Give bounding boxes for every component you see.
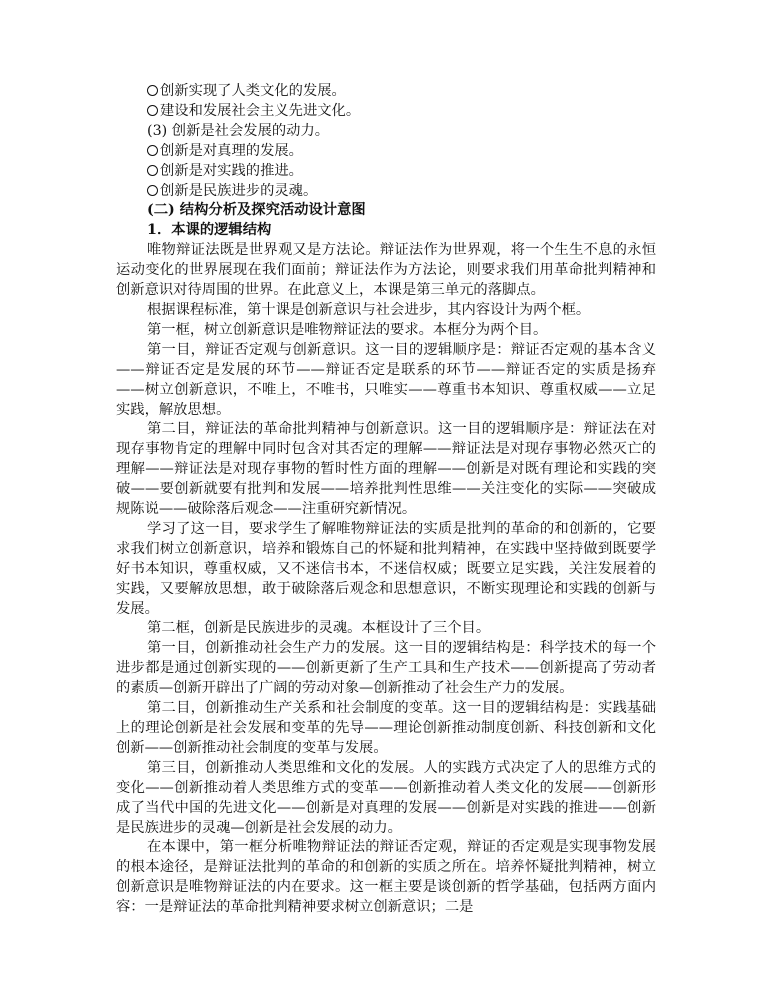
subheading: 1．本课的逻辑结构 [147, 222, 272, 239]
bullet-item: 创新是对真理的发展。 [116, 142, 656, 162]
paragraph: 唯物辩证法既是世界观又是方法论。辩证法作为世界观，将一个生生不息的永恒运动变化的世界展现在我们面前；辩证法作为方法论，则要求我们用革命批判精神和创新意识对待周围的世界。在此意义上，本课是第三单元的落脚点。 [116, 242, 656, 299]
paragraph: 第二框，创新是民族进步的灵魂。本框设计了三个目。 [147, 620, 491, 637]
circle-bullet-icon [147, 105, 158, 116]
bullet-item: 创新实现了人类文化的发展。 [116, 82, 656, 102]
circle-bullet-icon [147, 85, 158, 96]
paragraph: 第一目，辩证否定观与创新意识。这一目的逻辑顺序是：辩证否定观的基本含义——辩证否定是发展的环节——辩证否定是联系的环节——辩证否定的实质是扬弃——树立创新意识，不唯上，不唯书，只唯实——尊重书本知识、尊重权威——立足实践，解放思想。 [116, 341, 656, 418]
bullet-item: 创新是对实践的推进。 [116, 162, 656, 182]
paragraph: 第一目，创新推动社会生产力的发展。这一目的逻辑结构是：科学技术的每一个进步都是通过创新实现的——创新更新了生产工具和生产技术——创新提高了劳动者的素质—创新开辟出了广阔的劳动对象—创新推动了社会生产力的发展。 [116, 640, 656, 697]
paragraph: 第二目，创新推动生产关系和社会制度的变革。这一目的逻辑结构是：实践基础上的理论创新是社会发展和变革的先导——理论创新推动制度创新、科技创新和文化创新——创新推动社会制度的变革与发展。 [116, 700, 656, 756]
subsection-title: (3) 创新是社会发展的动力。 [147, 122, 330, 139]
paragraph: 在本课中，第一框分析唯物辩证法的辩证否定观，辩证的否定观是实现事物发展的根本途径，是辩证法批判的革命的和创新的实质之所在。培养怀疑批判精神，树立创新意识是唯物辩证法的内在要求。这一框主要是谈创新的哲学基础，包括两方面内容：一是辩证法的革命批判精神要求树立创新意识；二是 [116, 839, 656, 916]
paragraph: 第三目，创新推动人类思维和文化的发展。人的实践方式决定了人的思维方式的变化——创新推动着人类思维方式的变革——创新推动着人类文化的发展——创新形成了当代中国的先进文化——创新是对真理的发展——创新是对实践的推进——创新是民族进步的灵魂—创新是社会发展的动力。 [116, 759, 656, 836]
circle-bullet-icon [147, 145, 158, 156]
paragraph: 学习了这一目，要求学生了解唯物辩证法的实质是批判的革命的和创新的，它要求我们树立创新意识，培养和锻炼自己的怀疑和批判精神，在实践中坚持做到既要学好书本知识，尊重权威，又不迷信书本，不迷信权威；既要立足实践，关注发展着的实践，又要解放思想，敢于破除落后观念和思想意识，不断实现理论和实践的创新与发展。 [116, 520, 656, 617]
bullet-item: 创新是民族进步的灵魂。 [116, 182, 656, 202]
circle-bullet-icon [147, 185, 158, 196]
document-body [116, 82, 656, 918]
paragraph: 第一框，树立创新意识是唯物辩证法的要求。本框分为两个目。 [147, 321, 548, 338]
paragraph: 根据课程标准，第十课是创新意识与社会进步，其内容设计为两个框。 [147, 301, 591, 318]
circle-bullet-icon [147, 165, 158, 176]
section-heading: (二) 结构分析及探究活动设计意图 [147, 202, 366, 219]
paragraph: 第二目，辩证法的革命批判精神与创新意识。这一目的逻辑顺序是：辩证法在对现存事物肯定的理解中同时包含对其否定的理解——辩证法是对现存事物必然灭亡的理解——辩证法是对现存事物的暂时性方面的理解——创新是对既有理论和实践的突破——要创新就要有批判和发展——培养批判性思维——关注变化的实际——突破成规陈说——破除落后观念——注重研究新情况。 [116, 421, 656, 518]
bullet-item: 建设和发展社会主义先进文化。 [116, 102, 656, 122]
